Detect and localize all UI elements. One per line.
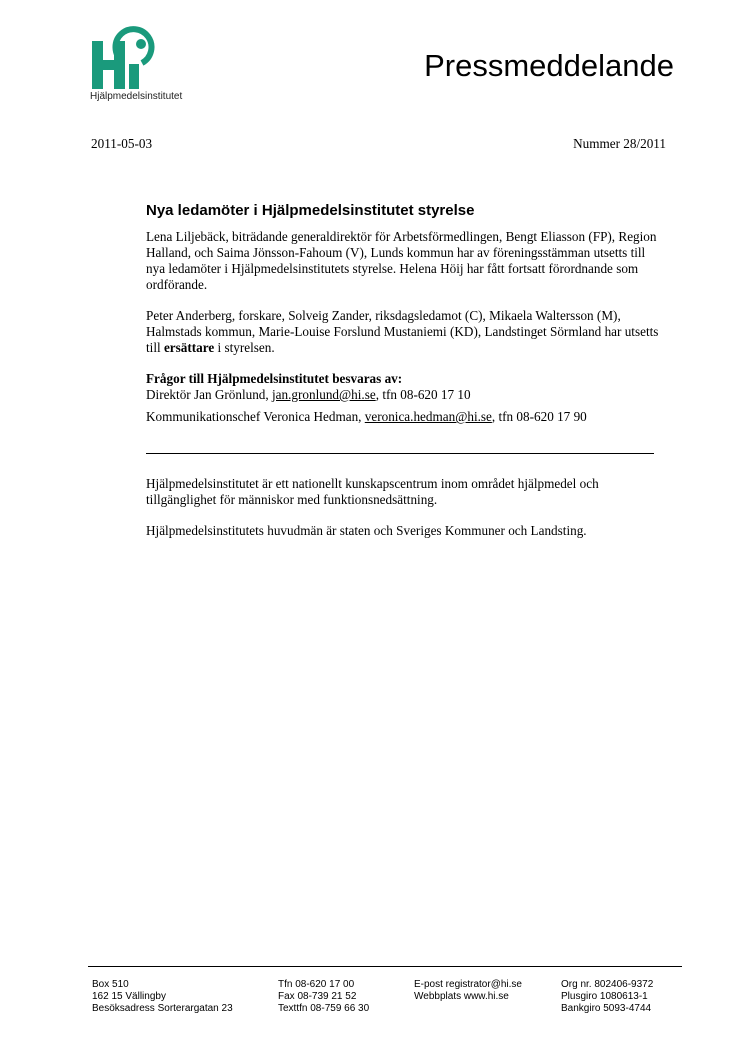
footer-phone-fax: Fax 08-739 21 52 <box>278 991 357 1002</box>
footer-address-visit: Besöksadress Sorterargatan 23 <box>92 1003 233 1014</box>
headline: Nya ledamöter i Hjälpmedelsinstitutet styrelse <box>146 202 475 219</box>
contact-communications <box>146 409 666 425</box>
footer-bankgiro: Bankgiro 5093-4744 <box>561 1003 652 1014</box>
contacts-title: Frågor till Hjälpmedelsinstitutet besvaras av: <box>146 371 403 386</box>
document-type: Pressmeddelande <box>424 48 674 83</box>
about-paragraph: Hjälpmedelsinstitutet är ett nationellt kunskapscentrum inom området hjälpmedel och tillgänglighet för människor med funktionsnedsättning. <box>146 476 599 507</box>
paragraph-new-members: Lena Liljebäck, biträdande generaldirektör för Arbetsförmedlingen, Bengt Eliasson (FP), Region Halland, och Saima Jönsson-Fahoum (V), Lunds kommun har av föreningsstämman utsetts till nya ledamöter i Hjälpmedelsinstitutets styrelse. Helena Höij har fått fortsatt förordnande som ordförande. <box>146 229 657 292</box>
footer-address-postal: 162 15 Vällingby <box>92 991 166 1002</box>
footer-phone-tfn: Tfn 08-620 17 00 <box>278 979 355 990</box>
paragraph-substitutes-end: i styrelsen. <box>214 340 275 355</box>
paragraph-substitutes-start: Peter Anderberg, forskare, Solveig Zander, riksdagsledamot (C), Mikaela Waltersson (M), Halmstads kommun, Marie-Louise Forslund Mustaniemi (KD), Landstinget Sörmland har utsetts till <box>146 308 659 355</box>
contact-communications-suffix: , tfn 08-620 17 90 <box>491 409 587 424</box>
footer-web <box>414 979 522 1003</box>
document-date: 2011-05-03 <box>91 136 153 151</box>
footer-address-box: Box 510 <box>92 979 129 990</box>
paragraph-substitutes-bold: ersättare <box>163 340 215 355</box>
contact-communications-prefix: Kommunikationschef Veronica Hedman, <box>146 409 365 424</box>
footer-phone <box>278 979 369 1015</box>
footer-phone-texttfn: Texttfn 08-759 66 30 <box>278 1003 370 1014</box>
article-body <box>146 203 666 554</box>
footer-rule <box>88 966 682 967</box>
footer-bank <box>561 979 653 1015</box>
contact-director-email-link[interactable]: jan.gronlund@hi.se <box>272 387 376 402</box>
contact-director-suffix: , tfn 08-620 17 10 <box>375 387 471 402</box>
paragraph-substitutes <box>146 308 666 356</box>
owners-paragraph: Hjälpmedelsinstitutets huvudmän är staten och Sveriges Kommuner och Landsting. <box>146 523 587 538</box>
contact-communications-email-link[interactable]: veronica.hedman@hi.se <box>364 409 492 424</box>
document-number: Nummer 28/2011 <box>573 136 666 151</box>
footer-org-nr: Org nr. 802406-9372 <box>561 979 654 990</box>
logo-text: Hjälpmedelsinstitutet <box>90 91 183 102</box>
contact-director-prefix: Direktör Jan Grönlund, <box>146 387 272 402</box>
footer-address <box>92 979 233 1015</box>
footer-plusgiro: Plusgiro 1080613-1 <box>561 991 648 1002</box>
separator-line <box>146 453 654 454</box>
footer-email[interactable]: E-post registrator@hi.se <box>414 979 522 990</box>
footer-website[interactable]: Webbplats www.hi.se <box>414 991 509 1002</box>
contact-director <box>146 387 666 403</box>
